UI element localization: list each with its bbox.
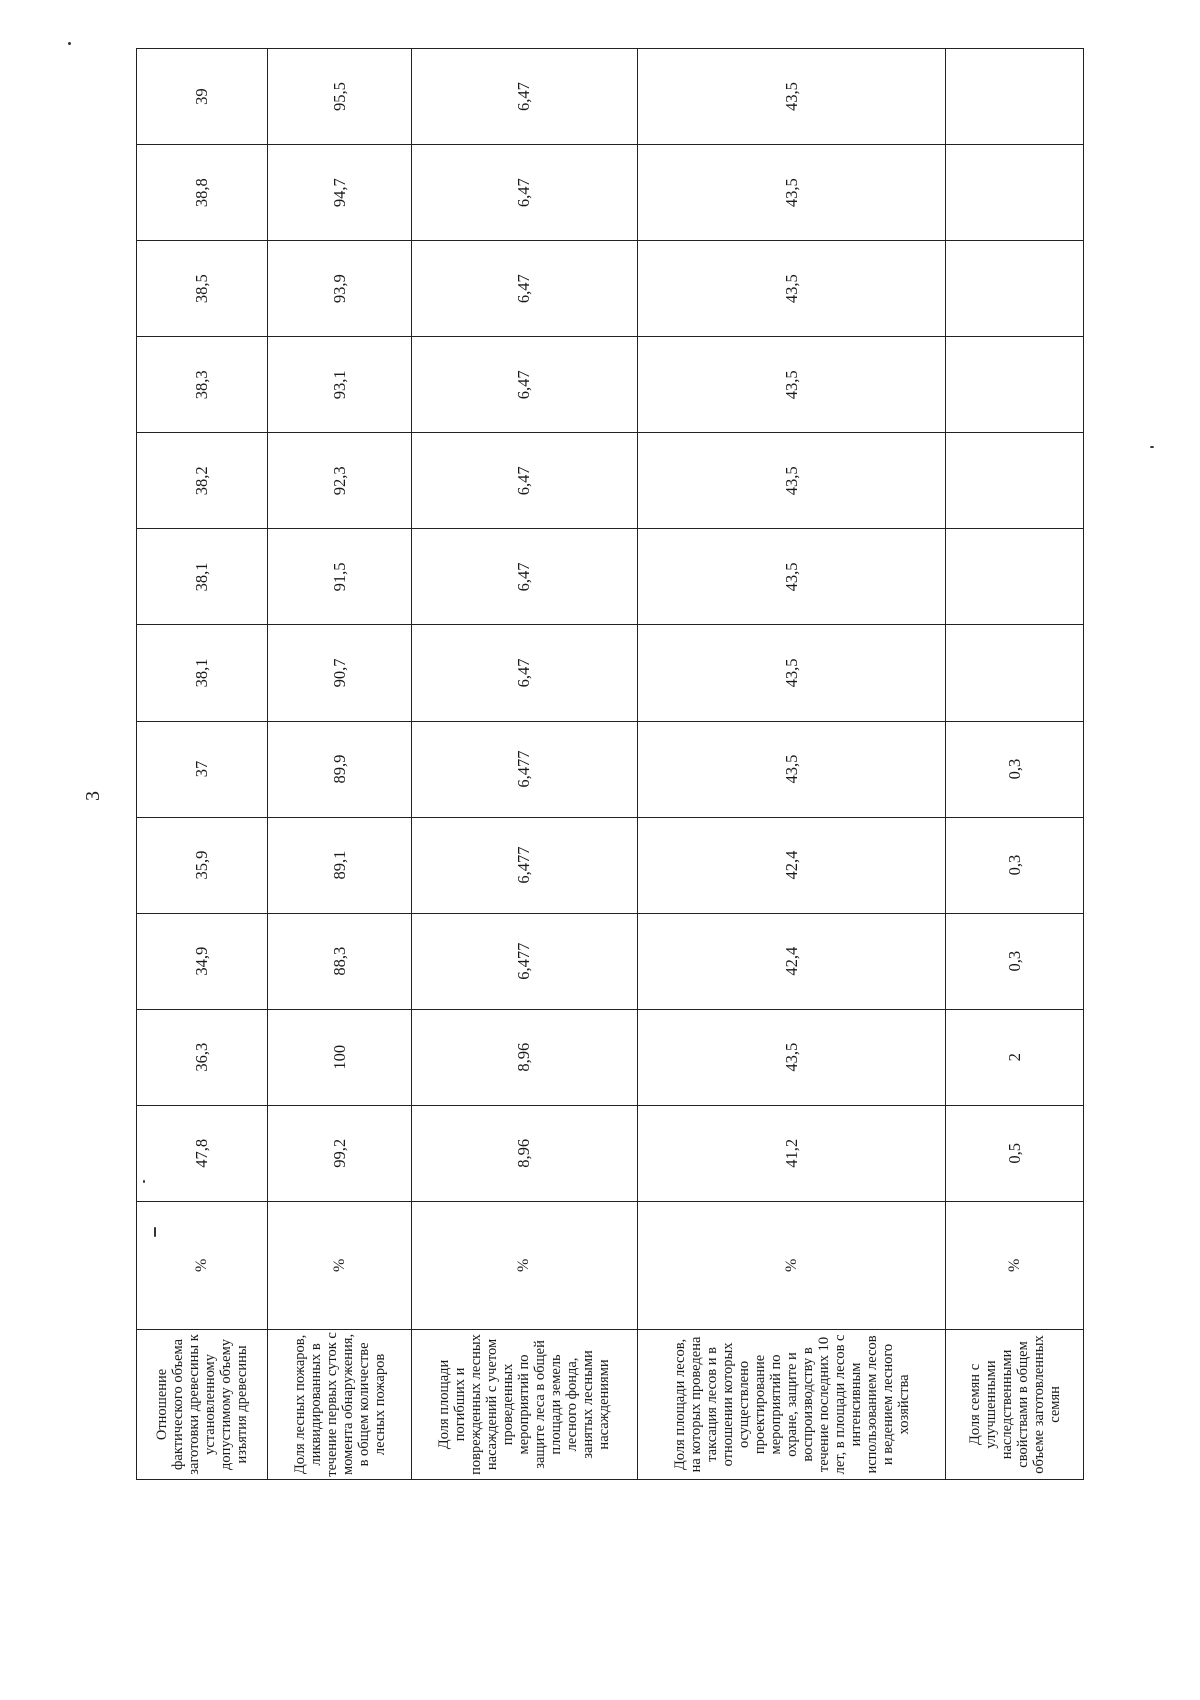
value-cell: 93,9 bbox=[268, 241, 411, 337]
value-cell bbox=[946, 433, 1084, 529]
value-cell: 36,3 bbox=[137, 1009, 268, 1105]
value-cell bbox=[946, 529, 1084, 625]
value-cell: 95,5 bbox=[268, 49, 411, 145]
value-cell bbox=[946, 49, 1084, 145]
value-cell: 8,96 bbox=[411, 1105, 638, 1201]
value-cell: 38,1 bbox=[137, 625, 268, 721]
value-cell: 6,47 bbox=[411, 337, 638, 433]
value-cell: 42,4 bbox=[638, 817, 946, 913]
value-cell: 38,2 bbox=[137, 433, 268, 529]
unit-cell: % bbox=[946, 1201, 1084, 1329]
value-cell: 0,3 bbox=[946, 817, 1084, 913]
value-cell: 43,5 bbox=[638, 433, 946, 529]
value-cell: 43,5 bbox=[638, 49, 946, 145]
value-cell: 0,3 bbox=[946, 913, 1084, 1009]
unit-cell: % bbox=[137, 1201, 268, 1329]
value-cell: 43,5 bbox=[638, 337, 946, 433]
indicator-label: Отношение фактического объема заготовки древесины к установленному допустимому объему изъятия древесины bbox=[137, 1329, 268, 1479]
value-cell: 38,1 bbox=[137, 529, 268, 625]
value-cell: 6,47 bbox=[411, 49, 638, 145]
value-cell: 93,1 bbox=[268, 337, 411, 433]
value-cell: 6,47 bbox=[411, 529, 638, 625]
value-cell: 99,2 bbox=[268, 1105, 411, 1201]
value-cell: 43,5 bbox=[638, 529, 946, 625]
value-cell: 38,8 bbox=[137, 145, 268, 241]
unit-cell: % bbox=[638, 1201, 946, 1329]
indicator-label: Доля семян с улучшенными наследственными свойствами в общем объеме заготовленных семян bbox=[946, 1329, 1084, 1479]
value-cell: 43,5 bbox=[638, 625, 946, 721]
page-number: 3 bbox=[82, 791, 104, 801]
value-cell: 100 bbox=[268, 1009, 411, 1105]
value-cell: 6,477 bbox=[411, 817, 638, 913]
indicator-label: Доля площади лесов, на которых проведена таксация лесов и в отношении которых осуществлено проектирование мероприятий по охране, защите и воспроизводству в течение последних 10 лет, в площади лесов с интенсивным использованием лесов и ведением лесного хозяйства bbox=[638, 1329, 946, 1479]
value-cell bbox=[946, 145, 1084, 241]
value-cell bbox=[946, 625, 1084, 721]
value-cell: 6,47 bbox=[411, 145, 638, 241]
scan-speck bbox=[68, 42, 71, 45]
value-cell: 43,5 bbox=[638, 1009, 946, 1105]
value-cell: 41,2 bbox=[638, 1105, 946, 1201]
value-cell: 6,47 bbox=[411, 433, 638, 529]
value-cell: 39 bbox=[137, 49, 268, 145]
table-row bbox=[137, 49, 268, 1480]
value-cell: 92,3 bbox=[268, 433, 411, 529]
table-row bbox=[946, 49, 1084, 1480]
value-cell bbox=[946, 337, 1084, 433]
table-row bbox=[411, 49, 638, 1480]
table-row bbox=[268, 49, 411, 1480]
value-cell: 43,5 bbox=[638, 241, 946, 337]
value-cell: 37 bbox=[137, 721, 268, 817]
value-cell: 38,3 bbox=[137, 337, 268, 433]
value-cell: 94,7 bbox=[268, 145, 411, 241]
value-cell: 0,5 bbox=[946, 1105, 1084, 1201]
value-cell: 47,8 bbox=[137, 1105, 268, 1201]
value-cell: 35,9 bbox=[137, 817, 268, 913]
value-cell: 43,5 bbox=[638, 721, 946, 817]
value-cell: 0,3 bbox=[946, 721, 1084, 817]
indicators-table bbox=[136, 48, 1084, 1480]
value-cell: 34,9 bbox=[137, 913, 268, 1009]
value-cell: 6,47 bbox=[411, 625, 638, 721]
indicator-label: Доля площади погибших и поврежденных лесных насаждений с учетом проведенных мероприятий по защите леса в общей площади земель лесного фонда, занятых лесными насаждениями bbox=[411, 1329, 638, 1479]
value-cell: 91,5 bbox=[268, 529, 411, 625]
unit-cell: % bbox=[268, 1201, 411, 1329]
value-cell: 90,7 bbox=[268, 625, 411, 721]
table-row bbox=[638, 49, 946, 1480]
value-cell: 6,477 bbox=[411, 721, 638, 817]
value-cell: 8,96 bbox=[411, 1009, 638, 1105]
value-cell: 89,1 bbox=[268, 817, 411, 913]
scan-speck bbox=[1150, 446, 1154, 448]
value-cell: 88,3 bbox=[268, 913, 411, 1009]
value-cell: 6,47 bbox=[411, 241, 638, 337]
value-cell: 43,5 bbox=[638, 145, 946, 241]
value-cell: 38,5 bbox=[137, 241, 268, 337]
value-cell: 2 bbox=[946, 1009, 1084, 1105]
value-cell: 6,477 bbox=[411, 913, 638, 1009]
unit-cell: % bbox=[411, 1201, 638, 1329]
value-cell: 89,9 bbox=[268, 721, 411, 817]
value-cell bbox=[946, 241, 1084, 337]
indicator-label: Доля лесных пожаров, ликвидированных в течение первых суток с момента обнаружения, в общем количестве лесных пожаров bbox=[268, 1329, 411, 1479]
value-cell: 42,4 bbox=[638, 913, 946, 1009]
